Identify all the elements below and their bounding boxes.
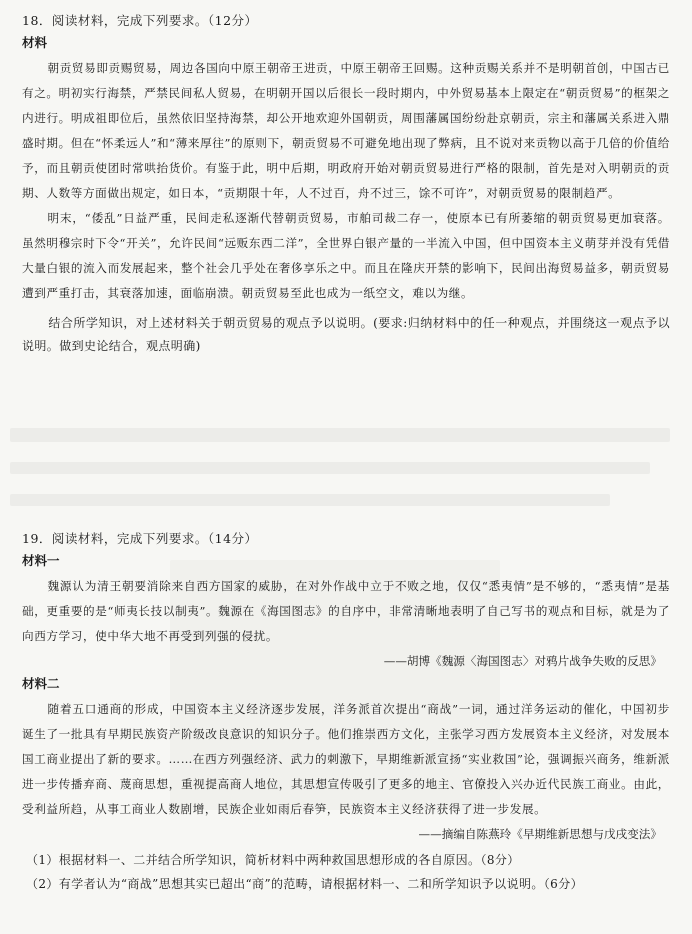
question-19-material-1-source: ——胡博《魏源〈海国图志〉对鸦片战争失败的反思》 bbox=[383, 654, 662, 668]
question-19 bbox=[22, 530, 670, 896]
scan-bleed-mark bbox=[10, 462, 650, 474]
question-19-sub-question-2: （2）有学者认为“商战”思想其实已超出“商”的范畴，请根据材料一、二和所学知识予以说明。（6分） bbox=[26, 877, 584, 891]
scan-bleed-mark bbox=[10, 494, 610, 506]
question-19-material-2-text: 随着五口通商的形成，中国资本主义经济逐步发展，洋务派首次提出“商战”一词，通过洋务运动的催化，中国初步诞生了一批具有早期民族资产阶级改良意识的知识分子。他们推崇西方文化，主张学习西方发展资本主义经济，对发展本国工商业提出了新的要求。……在西方列强经济、武力的刺激下，早期维新派宣扬“实业救国”论，强调振兴商务，维新派进一步传播弃商、蔑商思想，重视提高商人地位，其思想宣传吸引了更多的地主、官僚投入兴办近代民族工商业。由此，受利益所趋，从事工商业人数剧增，民族企业如雨后春笋，民族资本主义经济获得了进一步发展。 bbox=[22, 702, 670, 816]
question-18-material-title: 材料 bbox=[22, 35, 48, 50]
question-19-material-1-title: 材料一 bbox=[22, 553, 60, 568]
question-18 bbox=[22, 12, 670, 358]
question-18-heading: 18．阅读材料，完成下列要求。（12分） bbox=[22, 13, 258, 28]
question-18-material-paragraph-1: 朝贡贸易即贡赐贸易，周边各国向中原王朝帝王进贡，中原王朝帝王回赐。这种贡赐关系并不是明朝首创，中国古已有之。明初实行海禁，严禁民间私人贸易，在明朝开国以后很长一段时期内，中外贸易基本上限定在“朝贡贸易”的框架之内进行。明成祖即位后，虽然依旧坚持海禁，却公开地欢迎外国朝贡，周围藩属国纷纷赴京朝贡，宗主和藩属关系进入鼎盛时期。但在“怀柔远人”和“薄来厚往”的原则下，朝贡贸易不可避免地出现了弊病，且不说对来贡物以高于几倍的价值给予，而且朝贡使团时常哄抬货价。有鉴于此，明中后期，明政府开始对朝贡贸易进行严格的限制，首先是对入明朝贡的贡期、人数等方面做出规定，如日本，“贡期限十年，人不过百，舟不过三，馀不可许”，对朝贡贸易的限制趋严。 bbox=[22, 61, 670, 200]
question-19-heading: 19．阅读材料，完成下列要求。（14分） bbox=[22, 531, 258, 546]
question-19-sub-question-1: （1）根据材料一、二并结合所学知识，简析材料中两种救国思想形成的各自原因。（8分） bbox=[26, 853, 520, 867]
scan-bleed-mark bbox=[10, 428, 670, 442]
question-19-material-2-title: 材料二 bbox=[22, 676, 60, 691]
question-19-material-2-source: ——摘编自陈燕玲《早期维新思想与戊戌变法》 bbox=[418, 827, 662, 841]
question-19-material-1-text: 魏源认为清王朝要消除来自西方国家的威胁，在对外作战中立于不败之地，仅仅“悉夷情”是不够的，“悉夷情”是基础，更重要的是“师夷长技以制夷”。魏源在《海国图志》的自序中，非常清晰地表明了自己写书的观点和目标，就是为了向西方学习，使中华大地不再受到列强的侵扰。 bbox=[22, 579, 670, 643]
question-18-task: 结合所学知识，对上述材料关于朝贡贸易的观点予以说明。(要求:归纳材料中的任一种观点，并围绕这一观点予以说明。做到史论结合，观点明确) bbox=[22, 316, 670, 353]
question-18-material-paragraph-2: 明末，“倭乱”日益严重，民间走私逐渐代替朝贡贸易，市舶司裁二存一，使原本已有所萎缩的朝贡贸易更加衰落。虽然明穆宗时下令“开关”，允许民间“远贩东西二洋”，全世界白银产量的一半流入中国，但中国资本主义萌芽并没有凭借大量白银的流入而发展起来，整个社会几乎处在奢侈享乐之中。而且在隆庆开禁的影响下，民间出海贸易益多，朝贡贸易遭到严重打击，其衰落加速，面临崩溃。朝贡贸易至此也成为一纸空文，难以为继。 bbox=[22, 211, 670, 300]
